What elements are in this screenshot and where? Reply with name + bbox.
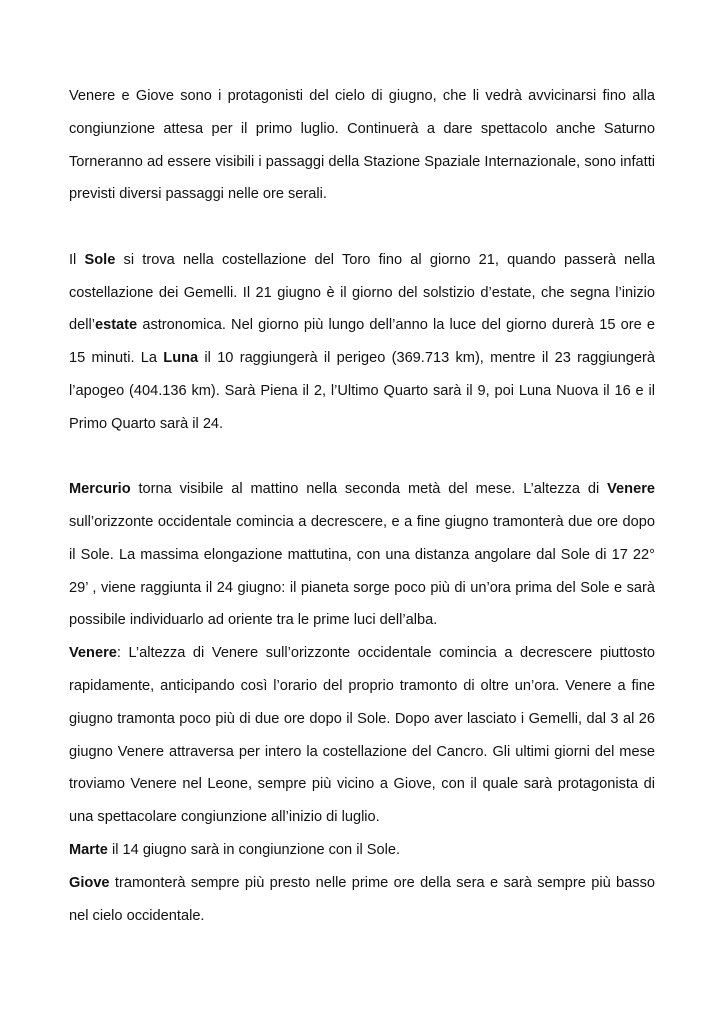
bold-estate: estate — [94, 317, 138, 334]
bold-sole: Sole — [84, 251, 116, 268]
paragraph-sole-luna — [69, 244, 655, 441]
text-run: si trova nella costellazione del Toro fino al giorno 21, quando passerà nella costellazione dei Gemelli. Il 21 giugno è il giorno del solstizio d’estate, che segna l’inizio dell’ — [69, 251, 655, 334]
bold-giove: Giove — [69, 874, 110, 891]
text-run: il 14 giugno sarà in congiunzione con il Sole. — [107, 841, 401, 858]
bold-venere: Venere — [607, 481, 655, 498]
paragraph-venere — [69, 637, 655, 834]
paragraph-marte — [69, 834, 655, 867]
bold-luna: Luna — [163, 350, 199, 367]
paragraph-gap — [69, 441, 655, 474]
paragraph-giove — [69, 867, 655, 933]
text-run: torna visibile al mattino nella seconda metà del mese. L’altezza di — [130, 481, 608, 498]
text-run: : L’altezza di Venere sull’orizzonte occidentale comincia a decrescere piuttosto rapidamente, anticipando così l’orario del proprio tramonto di oltre un’ora. Venere a fine giugno tramonta poco più di due ore dopo il Sole. Dopo aver lasciato i Gemelli, dal 3 al 26 giugno Venere attraversa per intero la costellazione del Cancro. Gli ultimi giorni del mese troviamo Venere nel Leone, sempre più vicino a Giove, con il quale sarà protagonista di una spettacolare congiunzione all’inizio di luglio. — [69, 645, 655, 826]
text-run: tramonterà sempre più presto nelle prime ore della sera e sarà sempre più basso nel cielo occidentale. — [69, 874, 655, 924]
bold-marte: Marte — [69, 841, 108, 858]
text-run: Il — [69, 251, 85, 268]
text-run: il 10 raggiungerà il perigeo (369.713 km), mentre il 23 raggiungerà l’apogeo (404.136 km). Sarà Piena il 2, l’Ultimo Quarto sarà il 9, poi Luna Nuova il 16 e il Primo Quarto sarà il 24. — [69, 350, 655, 432]
bold-venere: Venere — [69, 645, 117, 662]
intro-text: Venere e Giove sono i protagonisti del cielo di giugno, che li vedrà avvicinarsi fino alla congiunzione attesa per il primo luglio. Continuerà a dare spettacolo anche Saturno Torneranno ad essere visibili i passaggi della Stazione Spaziale Internazionale, sono infatti previsti diversi passaggi nelle ore serali. — [69, 88, 655, 203]
bold-mercurio: Mercurio — [69, 481, 131, 498]
paragraph-mercurio — [69, 473, 655, 637]
document-page — [69, 80, 655, 932]
text-run: astronomica. Nel giorno più lungo dell’anno la luce del giorno durerà 15 ore e 15 minuti. La — [69, 317, 655, 367]
paragraph-gap — [69, 211, 655, 244]
text-run: sull’orizzonte occidentale comincia a decrescere, e a fine giugno tramonterà due ore dopo il Sole. La massima elongazione mattutina, con una distanza angolare dal Sole di 17 22° 29’ , viene raggiunta il 24 giugno: il pianeta sorge poco più di un’ora prima del Sole e sarà possibile individuarlo ad oriente tra le prime luci dell’alba. — [69, 513, 655, 629]
paragraph-intro — [69, 80, 655, 211]
